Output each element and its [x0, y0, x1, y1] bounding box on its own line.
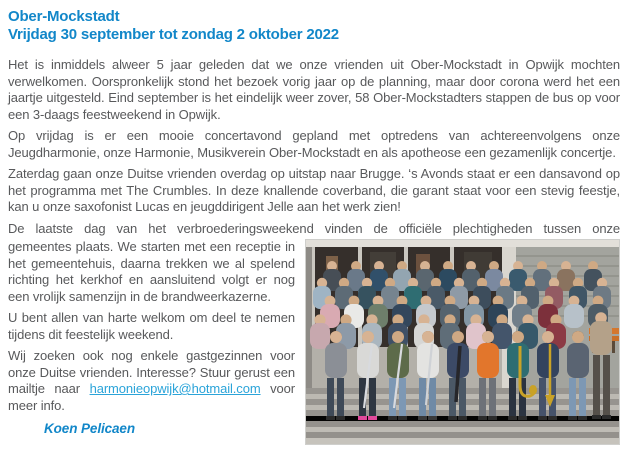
article-title: Ober-Mockstadt — [8, 8, 120, 25]
photo-text-wrap — [8, 239, 620, 451]
paragraph-sunday-rest: gemeentes plaats. We starten met een receptie in het gemeentehuis, daarna trekken we al spelend richting het kerkhof en aansluitend volgt er nog een vrolijk samenzijn in de brandweerkazerne. — [8, 239, 295, 304]
paragraph-intro: Het is inmiddels alweer 5 jaar geleden dat we onze vrienden uit Ober-Mockstadt in Opwijk mochten verwelkomen. Oorspronkelijk stond het bezoek vorig jaar op de planning, maar door corona werd het een jaartje uitgesteld. Eind september is het eindelijk weer zover, 58 Ober-Mockstadters stappen de bus op voor een 3-daags feestweekend in Opwijk. — [8, 57, 620, 122]
host-families-text: Wij zoeken ook nog enkele gastgezinnen voor onze Duitse vrienden. Interesse? Stuur gerust een mailtje naar — [8, 348, 295, 396]
email-link[interactable]: harmonieopwijk@hotmail.com — [89, 381, 261, 396]
host-families-text-end: voor meer info. — [8, 381, 295, 413]
saxophone-bell — [529, 385, 537, 395]
paragraph-friday: Op vrijdag is er een mooie concertavond gepland met optredens van achtereenvolgens onze Jeugdharmonie, onze Harmonie, Musikverein Ober-Mockstadt en als apotheose een gezamenlijk concertje. — [8, 128, 620, 160]
paragraph-sunday-intro: De laatste dag van het verbroederingsweekend vinden de officiële plechtigheden tussen onze — [8, 220, 620, 236]
article-header — [8, 8, 620, 44]
paragraph-saturday: Zaterdag gaan onze Duitse vrienden overdag op uitstap naar Brugge. ‘s Avonds staat er een dansavond op het programma met The Crumbles. In deze knallende coverband, die garant staat voor een stevig feestje, kan u onze saxofonist Lucas en jeugddirigent Jelle aan het werk zien! — [8, 166, 620, 214]
group-photo — [305, 239, 620, 445]
article-subtitle: Vrijdag 30 september tot zondag 2 oktober 2022 — [8, 26, 339, 43]
author-signature: Koen Pelicaen — [44, 421, 135, 436]
paragraph-welcome: U bent allen van harte welkom om deel te nemen tijdens dit feestelijk weekend. — [8, 310, 295, 342]
